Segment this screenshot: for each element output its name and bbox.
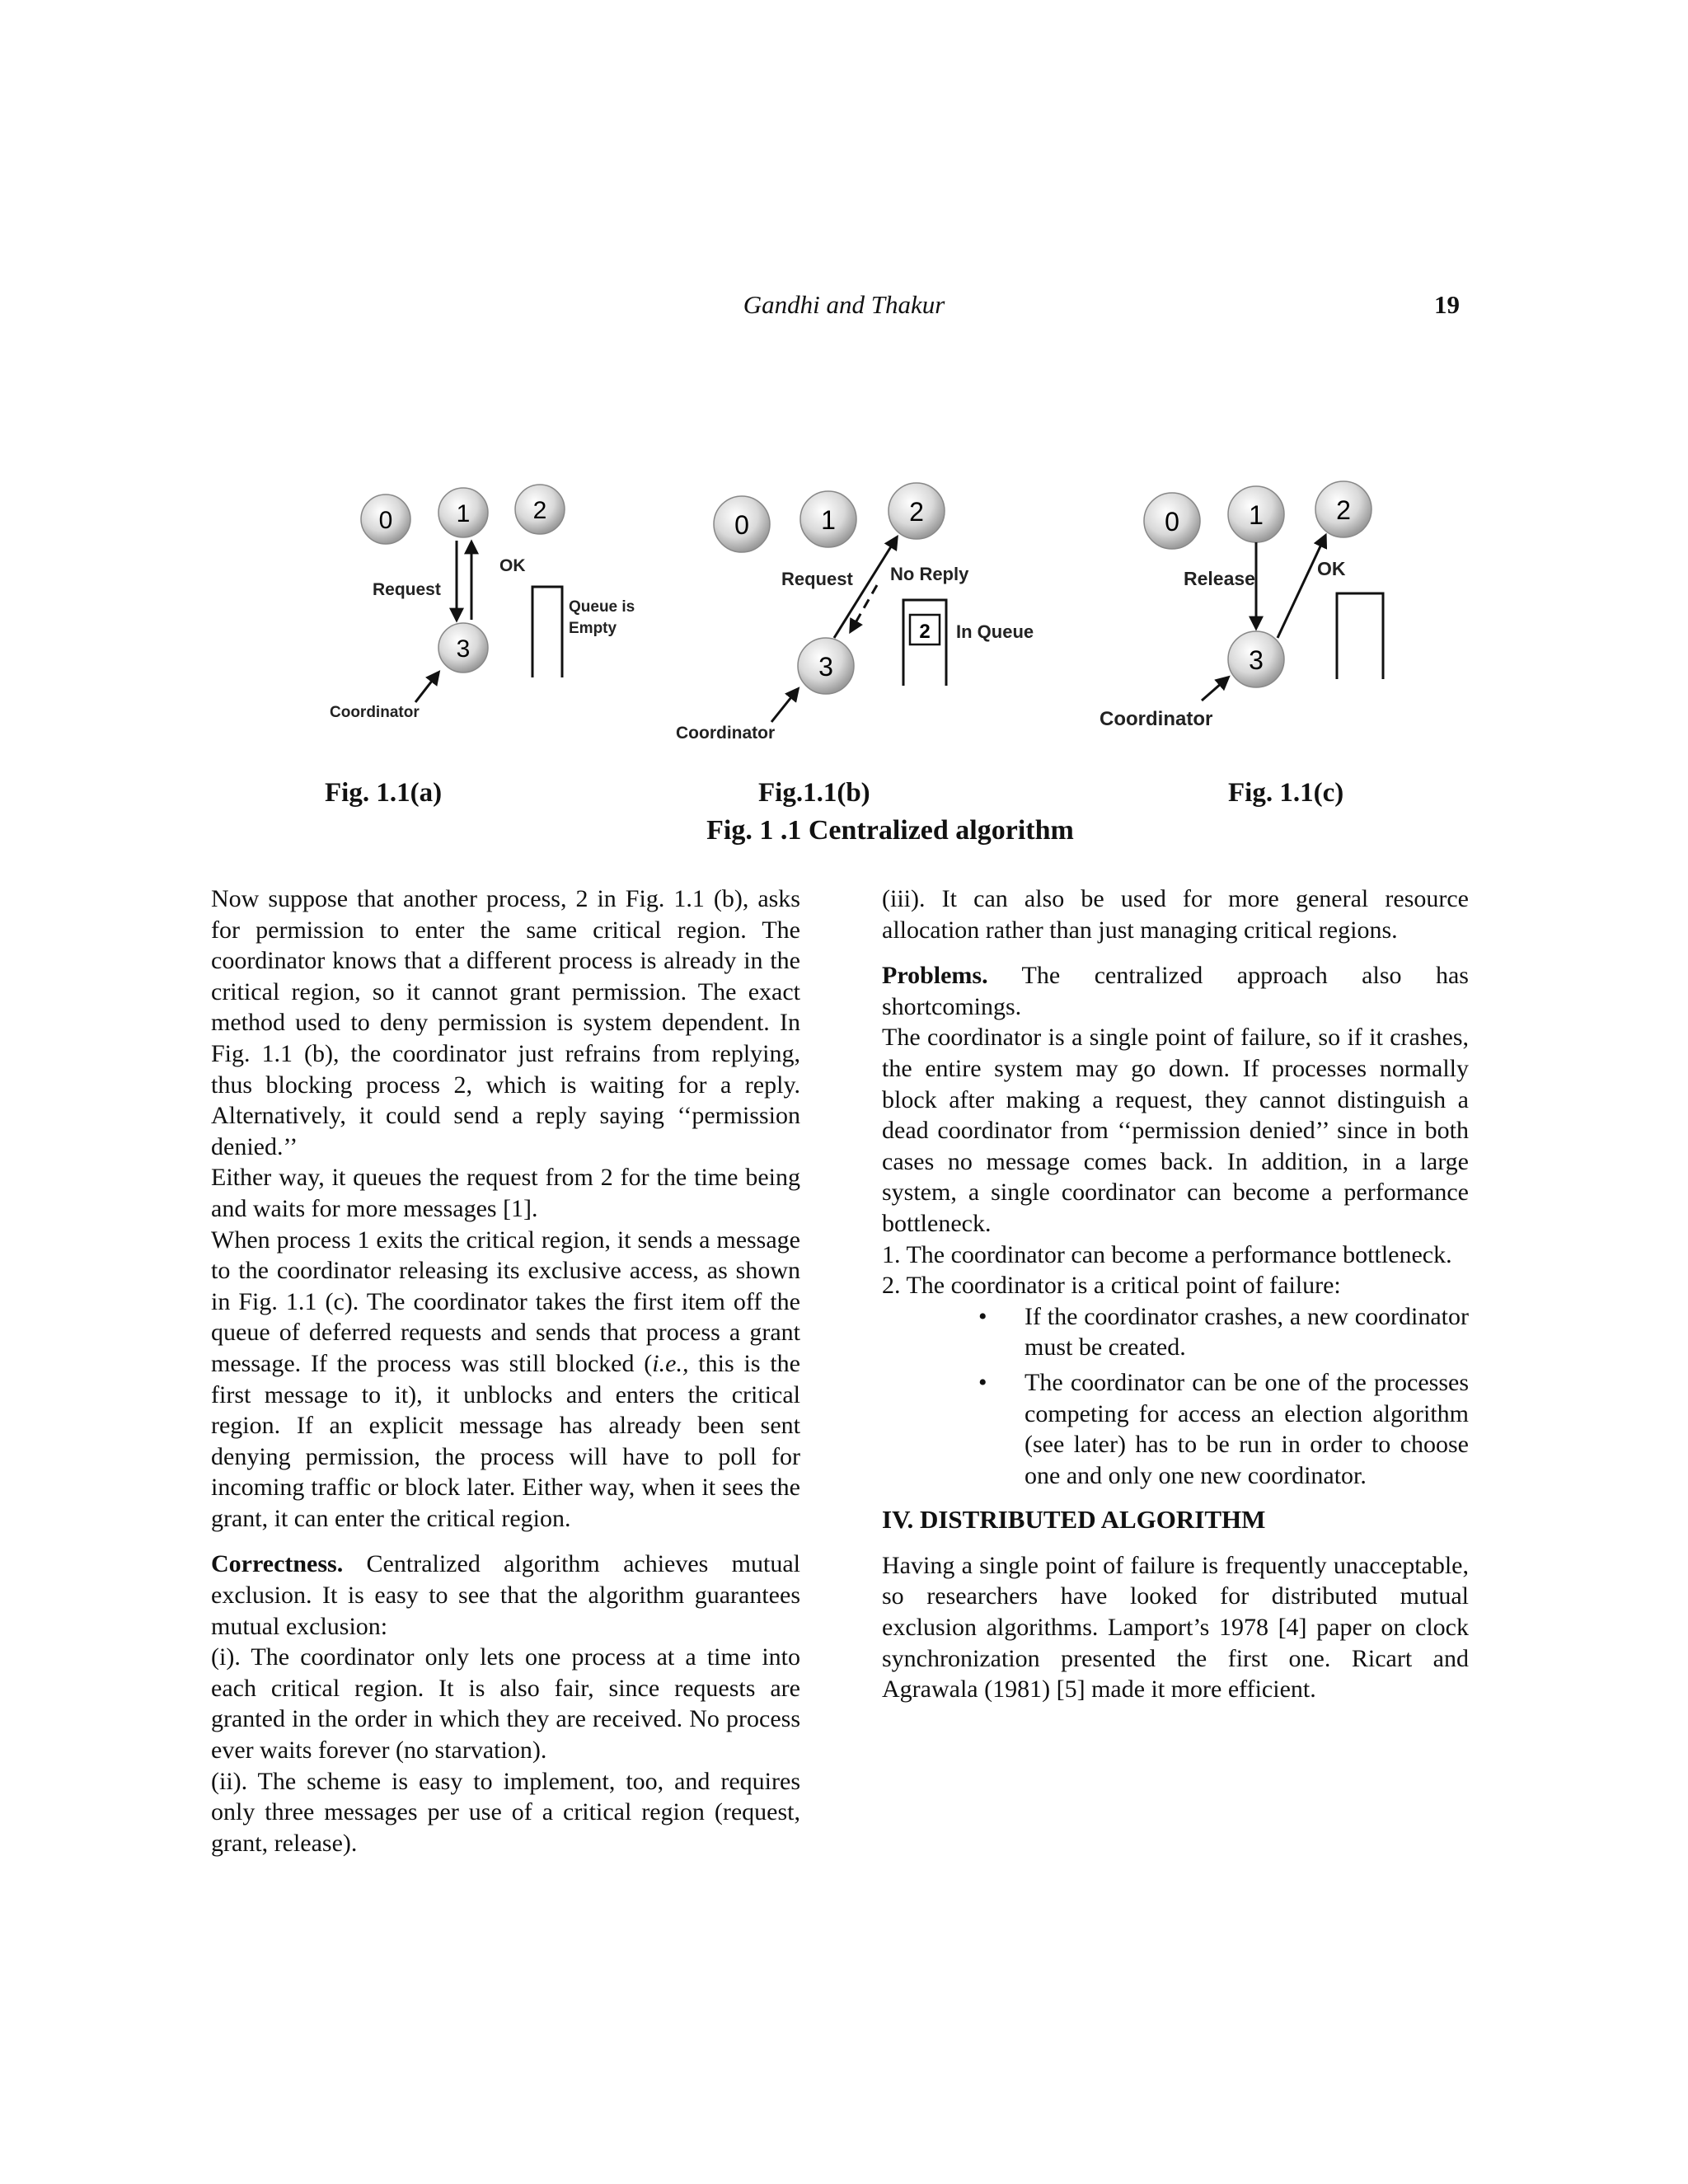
bullet-item-1: • If the coordinator crashes, a new coordinator must be created. [1025, 1301, 1469, 1363]
node-b-0-label: 0 [734, 510, 749, 540]
arrow-c-ok [1278, 536, 1325, 638]
panel-a [325, 485, 635, 808]
node-c-1 [1228, 486, 1284, 542]
label-b-in-queue: In Queue [956, 621, 1034, 642]
ie-abbrev: i.e., [652, 1349, 689, 1377]
page-number: 19 [1434, 290, 1460, 319]
node-c-3 [1228, 631, 1284, 687]
node-b-1 [800, 491, 856, 547]
node-c-3-label: 3 [1249, 645, 1264, 675]
queue-c [1337, 593, 1383, 679]
bullet-item-2: • The coordinator can be one of the processes competing for access an election algorithm (see later) has to be run in order to choose one and only one new coordinator. [1025, 1367, 1469, 1491]
figure-centralized-algorithm [313, 462, 1467, 857]
label-b-request: Request [781, 569, 853, 589]
problems-label: Problems. [882, 962, 988, 990]
paragraph-left-3a: When process 1 exits the critical region, it sends a message to the coordinator releasing its exclusive access, as shown in Fig. 1.1 (c). The coordinator takes the first item off the queue of deferred requests and sends that process a grant message. If the process was still blocked ( [211, 1226, 800, 1377]
node-b-1-label: 1 [821, 505, 836, 535]
correctness-text: Centralized algorithm achieves mutual exclusion. It is easy to see that the algorithm guarantees mutual exclusion: [211, 1550, 800, 1640]
node-c-0 [1144, 493, 1200, 549]
label-c-coordinator: Coordinator [1100, 708, 1213, 730]
node-c-2-label: 2 [1336, 495, 1351, 525]
label-c-release: Release [1184, 568, 1255, 589]
left-column [211, 883, 800, 1858]
arrow-c-coordinator [1202, 677, 1228, 701]
section-heading-distributed: IV. DISTRIBUTED ALGORITHM [882, 1505, 1266, 1535]
node-b-3-label: 3 [818, 652, 833, 682]
correctness-label: Correctness. [211, 1550, 344, 1578]
node-b-3 [798, 638, 854, 694]
fig-c-label: Fig. 1.1(c) [1228, 778, 1344, 808]
paragraph-failure: The coordinator is a single point of failure, so if it crashes, the entire system may go down. If processes normally block after making a request, they cannot distinguish a dead coordinator from ‘‘permission denied’’ since in both cases no message comes back. In addition, in a large system, a single coordinator can become a performance bottleneck. [882, 1024, 1469, 1237]
panel-c [1100, 481, 1383, 808]
fig-b-label: Fig.1.1(b) [758, 778, 870, 808]
fig-a-label: Fig. 1.1(a) [325, 778, 443, 808]
list-item-1: 1. The coordinator can become a performance bottleneck. [882, 1240, 1452, 1268]
paragraph-left-3 [211, 1225, 800, 1535]
node-c-0-label: 0 [1165, 507, 1179, 537]
item-iii: (iii). It can also be used for more general resource allocation rather than just managing critical regions. [882, 885, 1469, 944]
node-a-2-label: 2 [532, 497, 547, 524]
panel-b [676, 483, 1034, 808]
item-ii: (ii). The scheme is easy to implement, too, and requires only three messages per use of a critical region (request, grant, release). [211, 1767, 800, 1857]
bullet-list [882, 1301, 1469, 1492]
node-a-0 [361, 494, 410, 544]
label-a-ok: OK [499, 556, 526, 575]
paragraph-left-1: Now suppose that another process, 2 in Fig. 1.1 (b), asks for permission to enter the same critical region. The coordinator knows that a different process is already in the critical region, so it cannot grant permission. The exact method used to deny permission is system dependent. In Fig. 1.1 (b), the coordinator just refrains from replying, thus blocking process 2, which is waiting for a reply. Alternatively, it could send a reply saying ‘‘permission denied.’’ [211, 885, 800, 1160]
node-b-2 [889, 483, 945, 539]
node-a-1 [438, 488, 488, 537]
figure-svg [313, 462, 1467, 857]
label-b-no-reply: No Reply [890, 564, 969, 584]
node-b-2-label: 2 [909, 497, 924, 527]
node-a-3-label: 3 [456, 635, 471, 663]
arrow-b-coordinator [771, 689, 798, 722]
node-a-3 [438, 623, 488, 673]
node-c-2 [1315, 481, 1372, 537]
node-c-1-label: 1 [1249, 500, 1264, 530]
running-header: Gandhi and Thakur [743, 290, 945, 319]
list-item-2: 2. The coordinator is a critical point of failure: [882, 1272, 1341, 1300]
label-a-request: Request [373, 580, 441, 599]
paragraph-correctness [211, 1549, 800, 1642]
right-column [882, 883, 1469, 1705]
label-c-ok: OK [1317, 558, 1346, 579]
node-a-1-label: 1 [456, 500, 471, 527]
label-b-coordinator: Coordinator [676, 724, 776, 743]
problems-text: The centralized approach also has shortcomings. [882, 962, 1469, 1020]
label-a-queue-line2: Empty [569, 620, 617, 637]
node-a-0-label: 0 [378, 507, 393, 534]
queue-a [532, 587, 562, 677]
queue-b-item-label: 2 [919, 621, 931, 643]
node-a-2 [515, 485, 565, 534]
label-a-coordinator: Coordinator [330, 704, 420, 721]
figure-caption: Fig. 1 .1 Centralized algorithm [706, 815, 1074, 846]
paragraph-left-2: Either way, it queues the request from 2 for the time being and waits for more messages [1]. [211, 1164, 800, 1222]
paragraph-distributed: Having a single point of failure is frequently unacceptable, so researchers have looked for distributed mutual exclusion algorithms. Lamport’s 1978 [4] paper on clock synchronization presented the first one. Ricart and Agrawala (1981) [5] made it more efficient. [882, 1551, 1469, 1704]
node-b-0 [714, 496, 770, 552]
item-i: (i). The coordinator only lets one process at a time into each critical region. It is also fair, since requests are granted in the order in which they are received. No process ever waits forever (no starvation). [211, 1643, 800, 1765]
paragraph-problems [882, 960, 1469, 1022]
arrow-a-coordinator [415, 673, 438, 702]
paragraph-left-3b: this is the first message to it), it unblocks and enters the critical region. If an explicit message has already been sent denying permission, the process will have to poll for incoming traffic or block later. Either way, when it sees the grant, it can enter the critical region. [211, 1349, 800, 1532]
label-a-queue-line1: Queue is [569, 598, 635, 616]
